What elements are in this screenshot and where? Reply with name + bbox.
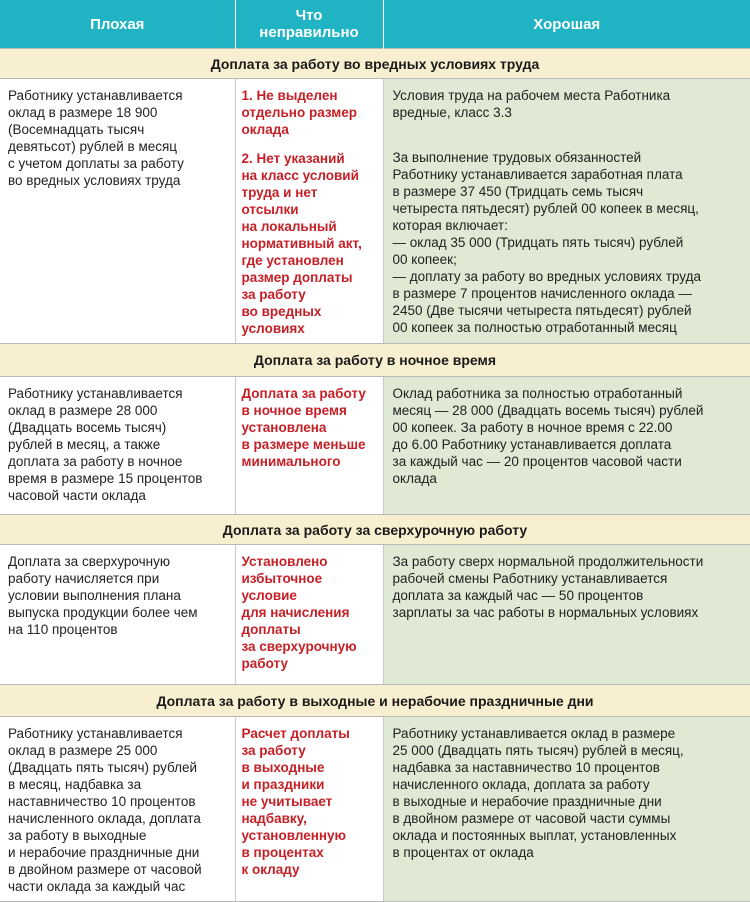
- good-cell-harmful: [383, 79, 750, 344]
- section-title-holidays: Доплата за работу в выходные и нерабочие праздничные дни: [0, 685, 750, 717]
- header-wrong: Что неправильно: [235, 0, 383, 49]
- header-good: Хорошая: [383, 0, 750, 49]
- wrong-cell-harmful: [235, 79, 383, 344]
- bad-cell-night: Работнику устанавливается оклад в размере 28 000 (Двадцать восемь тысяч) рублей в месяц, а также доплата за работу в ночное время в размере 15 процентов часовой части оклада: [0, 377, 235, 515]
- section-title-row: [0, 685, 750, 717]
- bad-cell-harmful: Работнику устанавливается оклад в размере 18 900 (Восемнадцать тысяч девятьсот) рублей в месяц с учетом доплаты за работу во вредных условиях труда: [0, 79, 235, 344]
- header-bad: Плохая: [0, 0, 235, 49]
- section-title-row: [0, 49, 750, 79]
- good-cell-overtime: За работу сверх нормальной продолжительности рабочей смены Работнику устанавливается доплата за каждый час — 50 процентов зарплаты за час работы в нормальных условиях: [383, 545, 750, 685]
- bad-cell-holidays: Работнику устанавливается оклад в размере 25 000 (Двадцать пять тысяч) рублей в месяц, надбавка за наставничество 10 процентов начисленного оклада, доплата за работу в выходные и нерабочие праздничные дни в двойном размере от часовой части оклада за каждый час: [0, 717, 235, 902]
- good-cell-holidays: Работнику устанавливается оклад в размере 25 000 (Двадцать пять тысяч) рублей в месяц, надбавка за наставничество 10 процентов начисленного оклада, доплата за работу в выходные и нерабочие праздничные дни в двойном размере от часовой части суммы оклада и постоянных выплат, установленных в процентах от оклада: [383, 717, 750, 902]
- wrong-point-1: 1. Не выделен отдельно размер оклада: [241, 88, 357, 137]
- wrong-cell-holidays: Расчет доплаты за работу в выходные и праздники не учитывает надбавку, установленную в процентах к окладу: [235, 717, 383, 902]
- wrong-cell-night: Доплата за работу в ночное время установлена в размере меньше минимального: [235, 377, 383, 515]
- good-paragraph-1: Условия труда на рабочем места Работника вредные, класс 3.3: [392, 88, 671, 120]
- bad-cell-overtime: Доплата за сверхурочную работу начисляется при условии выполнения плана выпуска продукции более чем на 110 процентов: [0, 545, 235, 685]
- table-row: [0, 717, 750, 902]
- table-row: [0, 377, 750, 515]
- good-cell-night: Оклад работника за полностью отработанный месяц — 28 000 (Двадцать восемь тысяч) рублей 00 копеек. За работу в ночное время с 22.00 до 6.00 Работнику устанавливается доплата за каждый час — 20 процентов часовой части оклада: [383, 377, 750, 515]
- section-title-night: Доплата за работу в ночное время: [0, 344, 750, 377]
- table-row: [0, 545, 750, 685]
- wrong-cell-overtime: Установлено избыточное условие для начисления доплаты за сверхурочную работу: [235, 545, 383, 685]
- section-title-row: [0, 515, 750, 545]
- header-row: [0, 0, 750, 49]
- wrong-point-2: 2. Нет указаний на класс условий труда и нет отсылки на локальный нормативный акт, где установлен размер доплаты за работу во вредных условиях: [241, 151, 362, 336]
- section-title-overtime: Доплата за работу за сверхурочную работу: [0, 515, 750, 545]
- section-title-harmful: Доплата за работу во вредных условиях труда: [0, 49, 750, 79]
- table-row: [0, 79, 750, 344]
- section-title-row: [0, 344, 750, 377]
- good-paragraph-2: За выполнение трудовых обязанностей Работнику устанавливается заработная плата в размере 37 450 (Тридцать семь тысяч четыреста пятьдесят) рублей 00 копеек в месяц, которая включает: — оклад 35 000 (Тридцать пять тысяч) рублей 00 копеек; — доплату за работу во вредных условиях труда в размере 7 процентов начисленного оклада — 2450 (Две тысячи четыреста пятьдесят) рублей 00 копеек за полностью отработанный месяц: [392, 150, 701, 335]
